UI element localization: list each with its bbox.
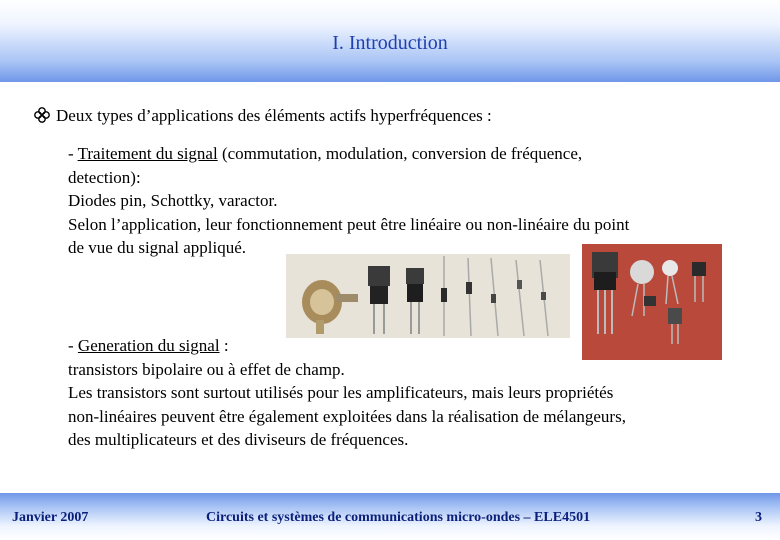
section1-line4: Selon l’application, leur fonctionnement peut être linéaire ou non-linéaire du point [68, 214, 630, 234]
footer-date: Janvier 2007 [12, 510, 89, 525]
section1-line1-rest: (commutation, modulation, conversion de fréquence, [217, 144, 583, 163]
diodes-photo [286, 254, 570, 338]
section2-line4: non-linéaires peuvent être également exploitées dans la réalisation de mélangeurs, [68, 406, 626, 426]
section1-heading: Traitement du signal [77, 144, 218, 163]
section-generation [68, 334, 736, 452]
bullet-line [34, 106, 492, 126]
section1-line1 [68, 142, 736, 166]
footer-page-number: 3 [755, 510, 762, 525]
section1-line3: Diodes pin, Schottky, varactor. [68, 191, 278, 210]
section2-line1-rest: : [219, 336, 229, 355]
dash: - [68, 336, 78, 355]
section-traitement [68, 142, 736, 260]
section2-heading: Generation du signal [77, 336, 220, 355]
bullet-text: Deux types d’applications des éléments actifs hyperfréquences : [56, 106, 492, 125]
section1-line2: detection): [68, 167, 141, 187]
dash: - [68, 144, 78, 163]
footer-course: Circuits et systèmes de communications micro-ondes – ELE4501 [206, 510, 591, 525]
diodes-photo-drawing [286, 254, 570, 338]
slide-title: I. Introduction [332, 32, 448, 54]
section2-line2: transistors bipolaire ou à effet de champ. [68, 359, 345, 379]
section1-line5: de vue du signal appliqué. [68, 238, 246, 257]
section2-line1 [68, 334, 736, 358]
section2-line3: Les transistors sont surtout utilisés pour les amplificateurs, mais leurs propriétés [68, 383, 614, 402]
diamond-bullet-icon [34, 107, 50, 123]
section2-line5: des multiplicateurs et des diviseurs de fréquences. [68, 430, 409, 449]
